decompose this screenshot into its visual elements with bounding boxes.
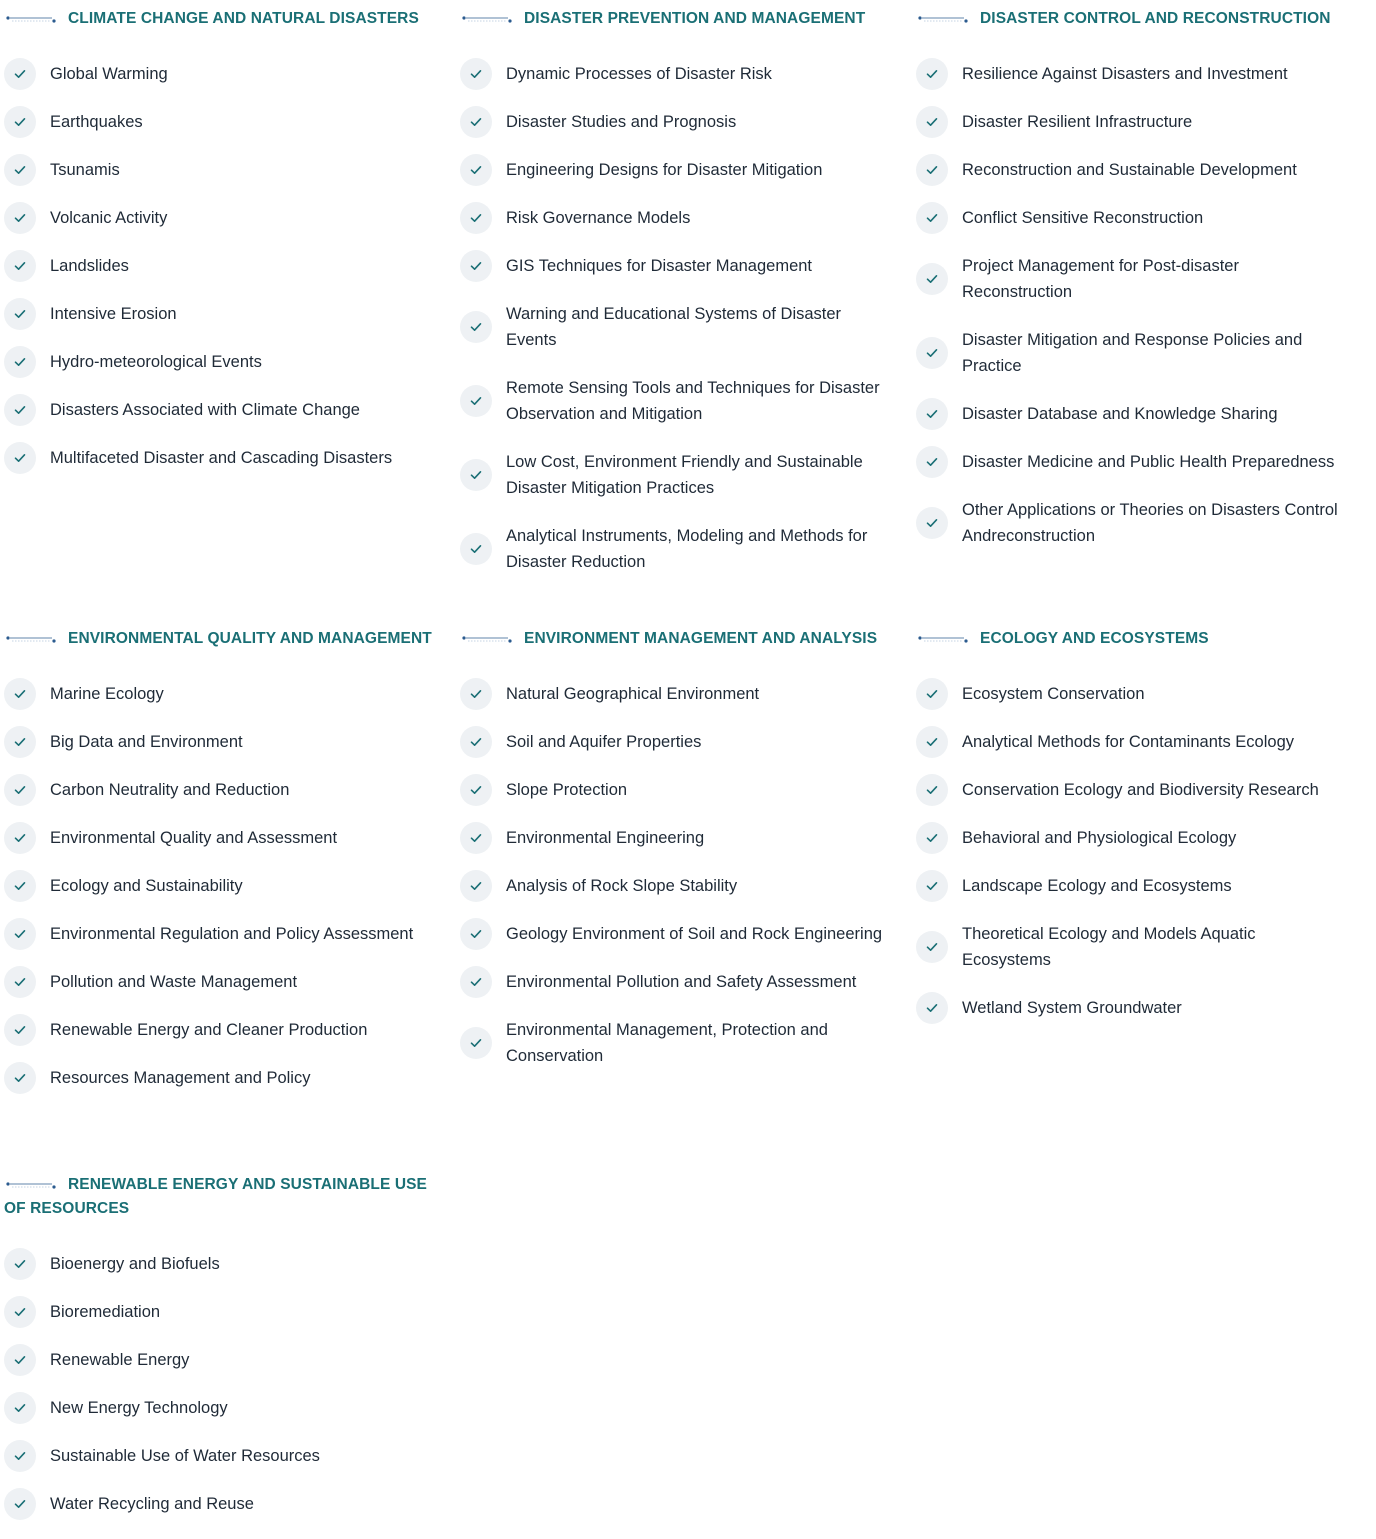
list-item-label: Landslides xyxy=(50,257,129,275)
checkmark-icon xyxy=(460,966,492,998)
checkmark-icon xyxy=(916,931,948,963)
list-item xyxy=(0,109,392,135)
circuit-line-icon xyxy=(6,635,56,643)
checkmark-icon xyxy=(460,822,492,854)
list-item xyxy=(912,729,1342,755)
list-item xyxy=(456,825,886,851)
checkmark-icon xyxy=(4,394,36,426)
list-item xyxy=(456,681,886,707)
circuit-line-icon xyxy=(918,635,968,643)
checkmark-icon xyxy=(916,398,948,430)
list-item-label: Marine Ecology xyxy=(50,685,164,703)
list-item xyxy=(912,995,1342,1021)
checkmark-icon xyxy=(460,774,492,806)
checkmark-icon xyxy=(4,250,36,282)
list-item xyxy=(0,397,392,423)
list-item xyxy=(456,205,886,231)
checkmark-icon xyxy=(4,106,36,138)
checkmark-icon xyxy=(4,678,36,710)
list-item xyxy=(0,825,413,851)
checkmark-icon xyxy=(916,446,948,478)
topic-section xyxy=(0,7,440,31)
list-item-label: Geology Environment of Soil and Rock Engineering xyxy=(506,925,883,943)
list-item xyxy=(0,349,392,375)
list-item-label: Resilience Against Disasters and Investment xyxy=(962,65,1288,83)
checkmark-icon xyxy=(460,726,492,758)
circuit-line-icon xyxy=(6,15,56,23)
list-item-label: Environmental Quality and Assessment xyxy=(50,829,338,847)
list-item-label: Risk Governance Models xyxy=(506,209,691,227)
checkmark-icon xyxy=(4,1344,36,1376)
list-item-label: Natural Geographical Environment xyxy=(506,685,760,703)
list-item-label: Environmental Management, Protection and Conservation xyxy=(506,1021,828,1065)
list-item xyxy=(0,205,392,231)
checkmark-icon xyxy=(4,726,36,758)
list-item xyxy=(912,205,1342,231)
list-item xyxy=(456,157,886,183)
topic-list xyxy=(912,61,1342,571)
checkmark-icon xyxy=(916,678,948,710)
topic-list xyxy=(0,681,413,1113)
checkmark-icon xyxy=(460,311,492,343)
list-item-label: Disaster Resilient Infrastructure xyxy=(962,113,1193,131)
checkmark-icon xyxy=(4,1488,36,1520)
list-item xyxy=(0,1491,320,1517)
checkmark-icon xyxy=(4,774,36,806)
checkmark-icon xyxy=(460,870,492,902)
section-title: RENEWABLE ENERGY AND SUSTAINABLE USE OF RESOURCES xyxy=(4,1176,427,1217)
checkmark-icon xyxy=(916,992,948,1024)
list-item xyxy=(0,777,413,803)
list-item-label: Sustainable Use of Water Resources xyxy=(50,1447,320,1465)
list-item xyxy=(456,253,886,279)
checkmark-icon xyxy=(916,507,948,539)
list-item xyxy=(456,449,886,501)
list-item xyxy=(912,681,1342,707)
list-item xyxy=(912,401,1342,427)
circuit-line-icon xyxy=(462,15,512,23)
list-item-label: Behavioral and Physiological Ecology xyxy=(962,829,1237,847)
list-item-label: Pollution and Waste Management xyxy=(50,973,298,991)
list-item-label: Hydro-meteorological Events xyxy=(50,353,262,371)
list-item-label: Ecosystem Conservation xyxy=(962,685,1145,703)
list-item xyxy=(456,729,886,755)
list-item xyxy=(0,445,392,471)
section-title: ENVIRONMENTAL QUALITY AND MANAGEMENT xyxy=(4,627,440,651)
list-item xyxy=(912,921,1342,973)
section-title: DISASTER CONTROL AND RECONSTRUCTION xyxy=(916,7,1352,31)
list-item xyxy=(912,825,1342,851)
list-item xyxy=(0,1395,320,1421)
list-item-label: Renewable Energy and Cleaner Production xyxy=(50,1021,368,1039)
section-title: CLIMATE CHANGE AND NATURAL DISASTERS xyxy=(4,7,440,31)
checkmark-icon xyxy=(4,442,36,474)
list-item-label: Analytical Instruments, Modeling and Methods for Disaster Reduction xyxy=(506,527,868,571)
list-item xyxy=(0,157,392,183)
list-item-label: Tsunamis xyxy=(50,161,120,179)
checkmark-icon xyxy=(460,459,492,491)
topic-section xyxy=(912,627,1352,651)
list-item xyxy=(912,777,1342,803)
list-item xyxy=(456,969,886,995)
checkmark-icon xyxy=(916,337,948,369)
list-item xyxy=(456,301,886,353)
checkmark-icon xyxy=(460,58,492,90)
checkmark-icon xyxy=(916,726,948,758)
list-item-label: Engineering Designs for Disaster Mitigation xyxy=(506,161,823,179)
list-item-label: Bioremediation xyxy=(50,1303,161,1321)
checkmark-icon xyxy=(916,822,948,854)
topic-list xyxy=(0,1251,320,1539)
list-item xyxy=(0,681,413,707)
circuit-line-icon xyxy=(918,15,968,23)
topic-section xyxy=(912,7,1352,31)
list-item-label: Carbon Neutrality and Reduction xyxy=(50,781,290,799)
list-item xyxy=(0,301,392,327)
list-item-label: Landscape Ecology and Ecosystems xyxy=(962,877,1232,895)
list-item xyxy=(912,157,1342,183)
checkmark-icon xyxy=(460,533,492,565)
list-item xyxy=(456,523,886,575)
list-item xyxy=(912,253,1342,305)
list-item-label: Big Data and Environment xyxy=(50,733,243,751)
checkmark-icon xyxy=(460,1027,492,1059)
section-title: ENVIRONMENT MANAGEMENT AND ANALYSIS xyxy=(460,627,896,651)
list-item-label: Multifaceted Disaster and Cascading Disasters xyxy=(50,449,393,467)
list-item-label: Slope Protection xyxy=(506,781,628,799)
checkmark-icon xyxy=(460,250,492,282)
checkmark-icon xyxy=(4,1014,36,1046)
list-item-label: Global Warming xyxy=(50,65,168,83)
list-item-label: Wetland System Groundwater xyxy=(962,999,1182,1017)
list-item-label: Dynamic Processes of Disaster Risk xyxy=(506,65,772,83)
checkmark-icon xyxy=(460,106,492,138)
list-item-label: Environmental Engineering xyxy=(506,829,705,847)
list-item xyxy=(456,109,886,135)
list-item xyxy=(0,1251,320,1277)
list-item-label: Other Applications or Theories on Disasters Control Andreconstruction xyxy=(962,501,1338,545)
list-item-label: New Energy Technology xyxy=(50,1399,228,1417)
checkmark-icon xyxy=(916,774,948,806)
checkmark-icon xyxy=(4,1062,36,1094)
topic-section xyxy=(0,1173,430,1221)
list-item xyxy=(912,873,1342,899)
list-item xyxy=(0,729,413,755)
checkmark-icon xyxy=(916,263,948,295)
topic-list xyxy=(456,681,886,1091)
list-item-label: Disaster Database and Knowledge Sharing xyxy=(962,405,1278,423)
list-item xyxy=(456,61,886,87)
checkmark-icon xyxy=(4,918,36,950)
list-item-label: Environmental Regulation and Policy Assessment xyxy=(50,925,414,943)
checkmark-icon xyxy=(916,58,948,90)
list-item-label: Reconstruction and Sustainable Development xyxy=(962,161,1297,179)
checkmark-icon xyxy=(4,298,36,330)
list-item xyxy=(0,253,392,279)
list-item-label: Bioenergy and Biofuels xyxy=(50,1255,220,1273)
list-item-label: Disaster Mitigation and Response Policies and Practice xyxy=(962,331,1303,375)
circuit-line-icon xyxy=(462,635,512,643)
checkmark-icon xyxy=(460,918,492,950)
list-item xyxy=(0,969,413,995)
list-item xyxy=(0,1443,320,1469)
checkmark-icon xyxy=(4,1392,36,1424)
section-title: ECOLOGY AND ECOSYSTEMS xyxy=(916,627,1352,651)
checkmark-icon xyxy=(4,870,36,902)
list-item-label: Ecology and Sustainability xyxy=(50,877,243,895)
list-item xyxy=(0,921,413,947)
list-item-label: Resources Management and Policy xyxy=(50,1069,311,1087)
list-item-label: Analysis of Rock Slope Stability xyxy=(506,877,738,895)
list-item-label: Theoretical Ecology and Models Aquatic Ecosystems xyxy=(962,925,1256,969)
list-item xyxy=(912,327,1342,379)
checkmark-icon xyxy=(4,1248,36,1280)
topic-list xyxy=(0,61,392,493)
list-item xyxy=(0,1347,320,1373)
list-item xyxy=(456,375,886,427)
list-item-label: Conflict Sensitive Reconstruction xyxy=(962,209,1204,227)
list-item-label: Conservation Ecology and Biodiversity Research xyxy=(962,781,1319,799)
list-item-label: Project Management for Post-disaster Reconstruction xyxy=(962,257,1239,301)
list-item xyxy=(0,873,413,899)
checkmark-icon xyxy=(4,154,36,186)
checkmark-icon xyxy=(4,346,36,378)
checkmark-icon xyxy=(916,154,948,186)
list-item-label: Disaster Studies and Prognosis xyxy=(506,113,737,131)
list-item xyxy=(912,449,1342,475)
section-title: DISASTER PREVENTION AND MANAGEMENT xyxy=(460,7,896,31)
list-item xyxy=(456,1017,886,1069)
list-item-label: Disasters Associated with Climate Change xyxy=(50,401,360,419)
checkmark-icon xyxy=(460,678,492,710)
list-item-label: Remote Sensing Tools and Techniques for Disaster Observation and Mitigation xyxy=(506,379,880,423)
list-item xyxy=(0,1299,320,1325)
list-item-label: Soil and Aquifer Properties xyxy=(506,733,702,751)
checkmark-icon xyxy=(916,202,948,234)
checkmark-icon xyxy=(916,870,948,902)
list-item xyxy=(0,1017,413,1043)
list-item xyxy=(456,777,886,803)
list-item xyxy=(0,1065,413,1091)
list-item xyxy=(912,61,1342,87)
checkmark-icon xyxy=(916,106,948,138)
list-item xyxy=(0,61,392,87)
topic-list xyxy=(456,61,886,597)
list-item xyxy=(912,109,1342,135)
list-item-label: Warning and Educational Systems of Disaster Events xyxy=(506,305,842,349)
circuit-line-icon xyxy=(6,1181,56,1189)
list-item-label: Environmental Pollution and Safety Assessment xyxy=(506,973,857,991)
list-item-label: Renewable Energy xyxy=(50,1351,190,1369)
list-item xyxy=(456,873,886,899)
list-item-label: Earthquakes xyxy=(50,113,143,131)
topic-section xyxy=(456,7,896,31)
checkmark-icon xyxy=(4,822,36,854)
checkmark-icon xyxy=(4,966,36,998)
list-item xyxy=(912,497,1342,549)
topic-section xyxy=(0,627,440,651)
list-item-label: GIS Techniques for Disaster Management xyxy=(506,257,813,275)
checkmark-icon xyxy=(460,385,492,417)
checkmark-icon xyxy=(4,58,36,90)
list-item-label: Disaster Medicine and Public Health Preparedness xyxy=(962,453,1335,471)
checkmark-icon xyxy=(460,154,492,186)
list-item-label: Water Recycling and Reuse xyxy=(50,1495,254,1513)
list-item-label: Intensive Erosion xyxy=(50,305,177,323)
list-item-label: Low Cost, Environment Friendly and Sustainable Disaster Mitigation Practices xyxy=(506,453,863,497)
topic-section xyxy=(456,627,896,651)
topic-list xyxy=(912,681,1342,1043)
checkmark-icon xyxy=(460,202,492,234)
checkmark-icon xyxy=(4,1440,36,1472)
checkmark-icon xyxy=(4,1296,36,1328)
list-item-label: Volcanic Activity xyxy=(50,209,168,227)
list-item xyxy=(456,921,886,947)
checkmark-icon xyxy=(4,202,36,234)
list-item-label: Analytical Methods for Contaminants Ecology xyxy=(962,733,1294,751)
